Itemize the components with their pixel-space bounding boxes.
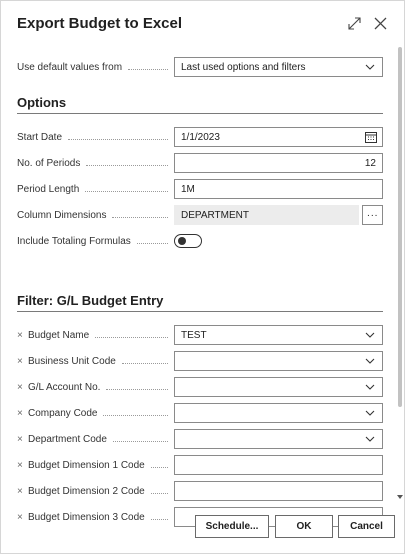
filter-field-label [17,330,174,341]
remove-filter-icon[interactable]: × [17,459,23,471]
chevron-down-icon [365,382,375,392]
filter-field-label [17,434,174,445]
close-icon[interactable] [372,15,388,31]
start-date-field[interactable] [174,127,383,147]
filter-field-label-text: G/L Account No. [28,381,101,393]
include-totaling-row [17,228,383,254]
remove-filter-icon[interactable]: × [17,433,23,445]
chevron-down-icon [365,356,375,366]
chevron-down-icon [365,62,375,72]
start-date-value: 1/1/2023 [181,131,220,143]
filter-row [17,452,383,478]
filter-field-label-text: Budget Name [28,329,90,341]
filter-field-label [17,382,174,393]
remove-filter-icon[interactable]: × [17,407,23,419]
chevron-down-icon [365,434,375,444]
column-dimensions-field [174,205,359,225]
dialog-content [17,47,383,523]
filter-field-input[interactable] [174,351,383,371]
filter-field-label [17,460,174,471]
filter-row [17,426,383,452]
filter-field-label-text: Business Unit Code [28,355,116,367]
filter-field-input[interactable] [174,429,383,449]
scrollbar[interactable] [398,47,402,499]
no-of-periods-field[interactable] [174,153,383,173]
include-totaling-label: Include Totaling Formulas [17,236,174,247]
start-date-label: Start Date [17,132,174,143]
column-dimensions-assist-button[interactable]: ··· [362,205,383,225]
filter-row [17,478,383,504]
toggle-knob [178,237,186,245]
filter-field-label-text: Budget Dimension 2 Code [28,485,145,497]
remove-filter-icon[interactable]: × [17,329,23,341]
title-actions [346,15,388,31]
filter-field-input[interactable] [174,403,383,423]
no-of-periods-value: 12 [364,157,376,169]
filter-field-label [17,486,174,497]
chevron-down-icon [365,330,375,340]
filter-row [17,322,383,348]
period-length-row [17,176,383,202]
column-dimensions-label: Column Dimensions [17,210,174,221]
remove-filter-icon[interactable]: × [17,511,23,523]
filter-field-label-text: Department Code [28,433,107,445]
filter-field-label [17,356,174,367]
filter-row [17,348,383,374]
remove-filter-icon[interactable]: × [17,381,23,393]
filter-field-list [17,322,383,530]
remove-filter-icon[interactable]: × [17,355,23,367]
column-dimensions-row [17,202,383,228]
chevron-down-icon [365,408,375,418]
scrollbar-thumb[interactable] [398,47,402,407]
filter-row [17,374,383,400]
no-of-periods-label: No. of Periods [17,158,174,169]
filter-field-label-text: Budget Dimension 3 Code [28,511,145,523]
period-length-label: Period Length [17,184,174,195]
schedule-button[interactable]: Schedule... [195,515,269,538]
filter-field-label-text: Company Code [28,407,98,419]
filter-field-input[interactable] [174,481,383,501]
options-heading: Options [17,92,383,114]
filter-field-input[interactable] [174,455,383,475]
cancel-button[interactable]: Cancel [338,515,395,538]
calendar-icon[interactable] [365,131,377,143]
scroll-down-arrow-icon[interactable] [396,493,404,501]
use-default-row [17,54,383,80]
period-length-value: 1M [181,183,195,195]
remove-filter-icon[interactable]: × [17,485,23,497]
filter-field-value: TEST [181,329,207,341]
filter-field-input[interactable] [174,325,383,345]
column-dimensions-value: DEPARTMENT [181,209,249,221]
ok-button[interactable]: OK [275,515,333,538]
expand-icon[interactable] [346,15,362,31]
period-length-field[interactable] [174,179,383,199]
use-default-label: Use default values from [17,62,174,73]
use-default-select[interactable] [174,57,383,77]
filter-row [17,400,383,426]
dialog-footer [1,503,404,553]
filter-field-input[interactable] [174,377,383,397]
start-date-row [17,124,383,150]
no-of-periods-row [17,150,383,176]
use-default-value: Last used options and filters [181,61,306,73]
dialog-titlebar [17,13,392,35]
include-totaling-toggle[interactable] [174,234,202,248]
filter-field-label-text: Budget Dimension 1 Code [28,459,145,471]
filter-heading: Filter: G/L Budget Entry [17,290,383,312]
dialog-title: Export Budget to Excel [17,15,183,32]
filter-field-label [17,408,174,419]
